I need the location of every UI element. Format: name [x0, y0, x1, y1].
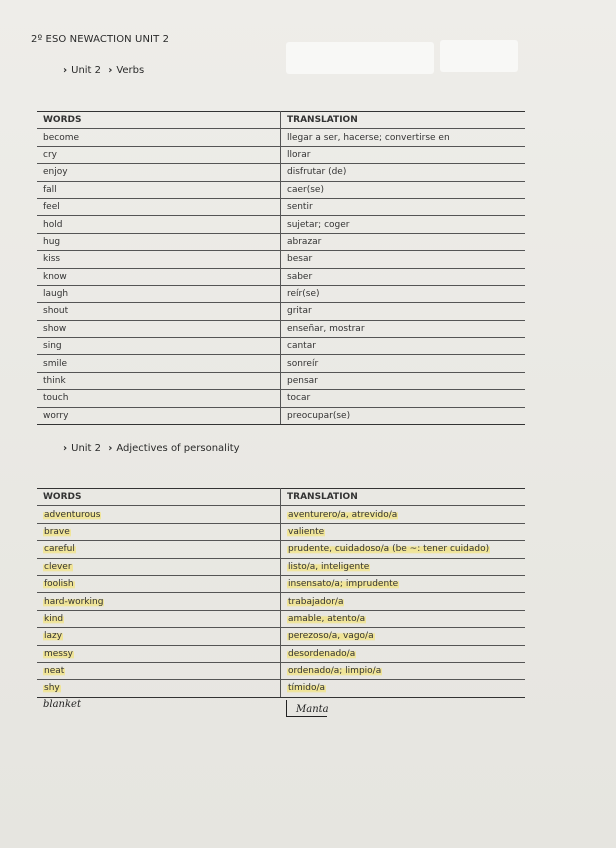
translation-text: perezoso/a, vago/a [288, 631, 374, 642]
word-text: laugh [43, 289, 69, 300]
translation-text: prudente, cuidadoso/a (be ~: tener cuidado) [288, 544, 490, 555]
word-cell [37, 593, 281, 610]
table-row [37, 523, 525, 540]
translation-cell [281, 303, 526, 320]
word-text: worry [43, 410, 69, 421]
translation-text: insensato/a; imprudente [288, 579, 399, 590]
word-cell [37, 233, 281, 250]
translation-cell [281, 628, 526, 645]
translation-cell [281, 338, 526, 355]
word-cell [37, 523, 281, 540]
translation-cell [281, 146, 526, 163]
table-row [37, 129, 525, 146]
translation-text: abrazar [287, 236, 322, 247]
word-cell [37, 129, 281, 146]
table-row [37, 303, 525, 320]
translation-text: trabajador/a [288, 596, 344, 607]
vocabulary-table-verbs [37, 111, 525, 425]
translation-text: sonreír [287, 358, 319, 369]
table-row [37, 146, 525, 163]
translation-text: besar [287, 254, 313, 265]
word-cell [37, 506, 281, 523]
word-text: feel [43, 202, 60, 213]
translation-cell [281, 181, 526, 198]
translation-cell [281, 593, 526, 610]
word-text: show [43, 323, 67, 334]
table-row [37, 390, 525, 407]
chevron-right-icon: › [108, 443, 113, 454]
translation-text: tímido/a [288, 683, 326, 694]
word-text: brave [44, 526, 70, 537]
translation-cell [281, 320, 526, 337]
translation-cell [281, 164, 526, 181]
translation-text: disfrutar (de) [287, 167, 347, 178]
word-cell [37, 198, 281, 215]
table-row [37, 662, 525, 679]
word-text: enjoy [43, 167, 68, 178]
translation-text: saber [287, 271, 313, 282]
word-cell [37, 645, 281, 662]
word-cell [37, 303, 281, 320]
translation-cell [281, 680, 526, 697]
table-row [37, 198, 525, 215]
table-row [37, 372, 525, 389]
translation-cell [281, 268, 526, 285]
table-row [37, 181, 525, 198]
word-text: foolish [44, 579, 74, 590]
table-row [37, 610, 525, 627]
word-text: become [43, 132, 80, 143]
word-text: smile [43, 358, 67, 369]
translation-text: aventurero/a, atrevido/a [288, 509, 398, 520]
translation-text: listo/a, inteligente [288, 561, 370, 572]
chevron-right-icon: › [63, 443, 68, 454]
column-header-translation: TRANSLATION [281, 489, 526, 506]
chevron-right-icon: › [63, 65, 68, 76]
table-row [37, 251, 525, 268]
table-row [37, 558, 525, 575]
section-heading-adjectives: › Unit 2 › Adjectives of personality [63, 443, 240, 454]
word-text: shout [43, 306, 69, 317]
word-cell [37, 541, 281, 558]
word-text: messy [44, 648, 74, 659]
document-title: 2º ESO NEWACTION UNIT 2 [31, 34, 170, 45]
translation-cell [281, 558, 526, 575]
table-row [37, 164, 525, 181]
translation-text: reír(se) [287, 289, 320, 300]
word-text: hold [43, 219, 63, 230]
word-cell [37, 372, 281, 389]
word-text: think [43, 376, 66, 387]
translation-text: llegar a ser, hacerse; convertirse en [287, 132, 450, 143]
translation-cell [281, 251, 526, 268]
translation-cell [281, 610, 526, 627]
translation-cell [281, 216, 526, 233]
word-text: know [43, 271, 67, 282]
translation-cell [281, 662, 526, 679]
translation-cell [281, 506, 526, 523]
word-cell [37, 285, 281, 302]
word-cell [37, 407, 281, 424]
vocabulary-table-adjectives [37, 488, 525, 698]
translation-cell [281, 129, 526, 146]
word-text: kiss [43, 254, 61, 265]
table-row [37, 628, 525, 645]
chevron-right-icon: › [108, 65, 113, 76]
translation-text: gritar [287, 306, 312, 317]
word-text: shy [44, 683, 60, 694]
table-header-row [37, 489, 525, 506]
table-row [37, 575, 525, 592]
translation-text: tocar [287, 393, 311, 404]
redacted-area [440, 40, 518, 72]
table-row [37, 268, 525, 285]
translation-cell [281, 355, 526, 372]
translation-text: amable, atento/a [288, 613, 366, 624]
translation-cell [281, 372, 526, 389]
word-cell [37, 216, 281, 233]
column-header-words: WORDS [37, 112, 281, 129]
translation-cell [281, 233, 526, 250]
translation-text: enseñar, mostrar [287, 323, 365, 334]
table-row [37, 506, 525, 523]
word-text: hard-working [44, 596, 104, 607]
column-header-words: WORDS [37, 489, 281, 506]
translation-cell [281, 645, 526, 662]
word-cell [37, 355, 281, 372]
translation-text: cantar [287, 341, 316, 352]
translation-cell [281, 407, 526, 424]
translation-text: pensar [287, 376, 318, 387]
word-text: neat [44, 666, 65, 677]
table-row [37, 645, 525, 662]
word-cell [37, 251, 281, 268]
table-header-row [37, 112, 525, 129]
translation-cell [281, 523, 526, 540]
translation-cell [281, 541, 526, 558]
word-cell [37, 558, 281, 575]
word-cell [37, 164, 281, 181]
translation-text: sentir [287, 202, 313, 213]
word-text: lazy [44, 631, 63, 642]
translation-text: valiente [288, 526, 325, 537]
word-text: touch [43, 393, 69, 404]
word-text: sing [43, 341, 62, 352]
translation-text: preocupar(se) [287, 410, 351, 421]
word-text: kind [44, 613, 64, 624]
word-cell [37, 320, 281, 337]
table-row [37, 407, 525, 424]
word-text: fall [43, 184, 57, 195]
translation-text: ordenado/a; limpio/a [288, 666, 382, 677]
word-cell [37, 390, 281, 407]
table-row [37, 216, 525, 233]
word-cell [37, 575, 281, 592]
handwritten-mark [286, 700, 327, 717]
table-row [37, 593, 525, 610]
section-heading-verbs: › Unit 2 › Verbs [63, 65, 145, 76]
translation-cell [281, 285, 526, 302]
translation-text: desordenado/a [288, 648, 356, 659]
translation-text: llorar [287, 149, 311, 160]
translation-cell [281, 390, 526, 407]
table-row [37, 320, 525, 337]
redacted-area [286, 42, 434, 74]
table-row [37, 355, 525, 372]
handwritten-translation: Manta [296, 704, 329, 715]
handwritten-word: blanket [43, 699, 81, 710]
word-text: hug [43, 236, 61, 247]
word-cell [37, 628, 281, 645]
table-row [37, 285, 525, 302]
word-cell [37, 662, 281, 679]
word-text: cry [43, 149, 57, 160]
table-row [37, 680, 525, 697]
column-header-translation: TRANSLATION [281, 112, 526, 129]
translation-cell [281, 198, 526, 215]
word-cell [37, 338, 281, 355]
word-cell [37, 680, 281, 697]
word-text: adventurous [44, 509, 101, 520]
word-cell [37, 610, 281, 627]
table-row [37, 541, 525, 558]
table-row [37, 233, 525, 250]
translation-text: caer(se) [287, 184, 324, 195]
translation-cell [281, 575, 526, 592]
word-text: clever [44, 561, 72, 572]
translation-text: sujetar; coger [287, 219, 350, 230]
table-row [37, 338, 525, 355]
word-cell [37, 268, 281, 285]
word-cell [37, 181, 281, 198]
word-cell [37, 146, 281, 163]
word-text: careful [44, 544, 75, 555]
